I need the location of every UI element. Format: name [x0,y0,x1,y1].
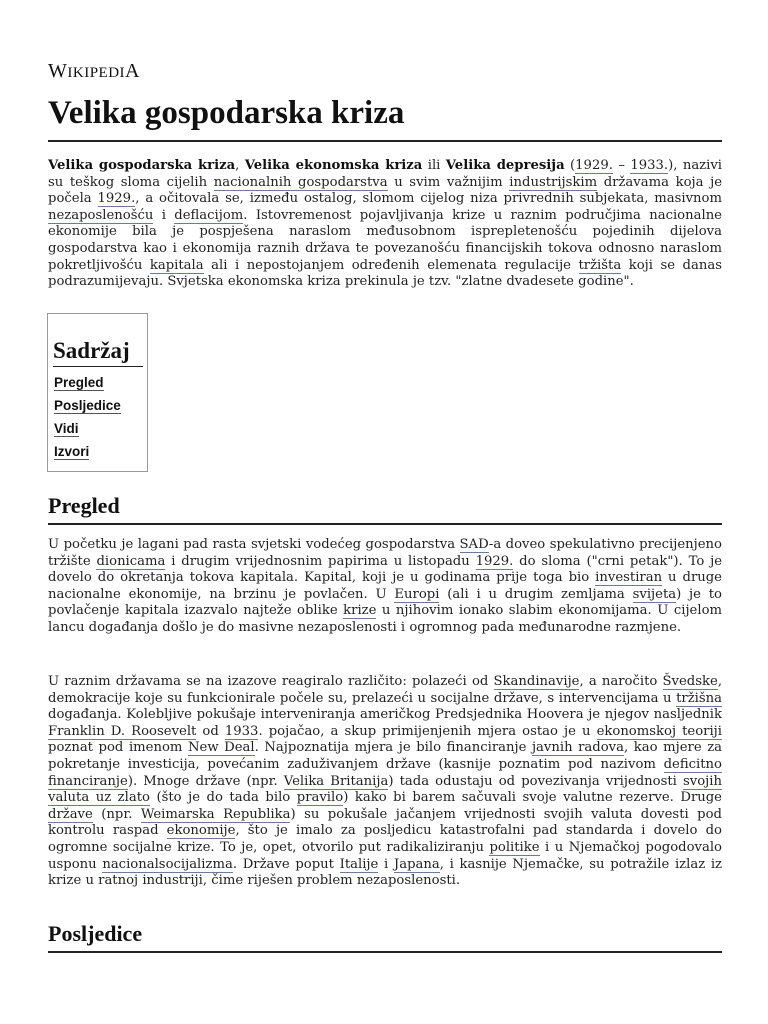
pregled-paragraph-1: U početku je lagani pad rasta svjetski vodećeg gospodarstva SAD-a doveo spekulativno precijenjeno tržište dionicama i drugim vrijednosnim papirima u listopadu 1929. do sloma ("crni petak"). To je dovelo do okretanja tokova kapitala. Kapital, koji je u godinama prije toga bio investiran u druge nacionalne ekonomije, na brzinu je povlačen. U Europi (ali i u drugim zemljama svijeta) je to povlačenje kapitala izazvalo najteže oblike krize u njihovim ionako slabim ekonomijama. U cijelom lancu događanja došlo je do masivne nezaposlenosti i ogromnog pada međunarodne razmjene. [48,537,723,635]
article-link[interactable]: dionicama [96,553,166,569]
wordmark-initial: W [48,60,68,82]
article-link[interactable]: pravilo [296,790,344,806]
bold-term: Velika gospodarska kriza [48,158,236,173]
article-link[interactable]: Velika Britanija [283,773,389,789]
article-link[interactable]: deflacijom [174,207,244,223]
article-link[interactable]: nezaposlenošću [48,207,154,223]
article-link[interactable]: javnih radova [531,740,624,756]
article-link[interactable]: politike [489,839,540,855]
intro-paragraph: Velika gospodarska kriza, Velika ekonomska kriza ili Velika depresija (1929. – 1933.), nazivi su teškog sloma cijelih nacionalnih gospodarstva u svim važnijim industrijskim državama koja je počela 1929., a očitovala se, između ostalog, slomom cijelog niza privrednih subjekata, masivnom nezaposlenošću i deflacijom. Istovremenost pojavljivanja krize u raznim područjima nacionalne ekonomije bila je pospješena naraslom međusobnom isprepletenošću pojedinih dijelova gospodarstva kao i ekonomija raznih država te povezanošću financijskih tokova odnosno naraslom pokretljivošću kapitala ali i nepostojanjem određenih elemenata regulacije tržišta koji se danas podrazumijevaju. Svjetska ekonomska kriza prekinula je tzv. "zlatne dvadesete godine". [48,158,723,290]
article-link[interactable]: tržišta [578,257,622,273]
article-link[interactable]: ekonomije [166,823,236,839]
page-title: Velika gospodarska kriza [48,92,722,142]
article-link[interactable]: tržišna [676,690,722,706]
article-link[interactable]: 1929. [475,553,514,569]
article-link[interactable]: krize [343,603,377,619]
article-link[interactable]: 1933. [630,158,669,173]
toc-item-posljedice[interactable]: Posljedice [54,398,121,413]
toc-item-pregled[interactable]: Pregled [54,375,104,390]
section-heading-posljedice: Posljedice [48,920,722,953]
toc-title: Sadržaj [53,338,143,367]
section-heading-pregled: Pregled [48,492,722,525]
article-link[interactable]: 1929. [575,158,613,173]
article-link[interactable]: SAD [459,537,489,552]
bold-term: Velika depresija [445,158,565,173]
article-link[interactable]: 1933 [224,723,259,739]
article-link[interactable]: svijeta [632,586,677,602]
article-link[interactable]: Skandinavije [493,674,580,689]
wordmark-rest: IKIPEDI [67,65,126,81]
article-link[interactable]: nacionalnih gospodarstva [213,174,388,190]
wordmark-final: A [125,60,140,82]
article-link[interactable]: investiran [595,570,663,586]
toc-item-vidi[interactable]: Vidi [54,421,79,436]
article-link[interactable]: deficitno financiranje [48,756,722,789]
table-of-contents [47,313,148,472]
article-link[interactable]: industrijskim [509,174,598,190]
article-link[interactable]: nacionalsocijalizma [102,856,233,872]
bold-term: Velika ekonomska kriza [244,158,423,173]
toc-item-izvori[interactable]: Izvori [54,444,90,459]
article-link[interactable]: Japana [393,856,440,872]
article-link[interactable]: 1929. [97,191,136,207]
article-link[interactable]: Europi [394,586,440,602]
pregled-paragraph-2: U raznim državama se na izazove reagiralo različito: polazeći od Skandinavije, a naročito Švedske, demokracije koje su funkcionirale počele su, prelazeći u socijalne države, s intervencijama u tržišna događanja. Kolebljive pokušaje interveniranja američkog Predsjednika Hoovera je njegov nasljednik Franklin D. Roosevelt od 1933. pojačao, a skup primijenjenih mjera ostao je u ekonomskoj teoriji poznat pod imenom New Deal. Najpoznatija mjera je bilo financiranje javnih radova, kao mjere za pokretanje investicija, povećanim zaduživanjem države (kasnije poznatim pod nazivom deficitno financiranje). Mnoge države (npr. Velika Britanija) tada odustaju od povezivanja vrijednosti svojih valuta uz zlato (što je do tada bilo pravilo) kako bi barem sačuvali svoje valutne rezerve. Druge države (npr. Weimarska Republika) su pokušale jačanjem vrijednosti svojih valuta dovesti pod kontrolu raspad ekonomije, što je imalo za posljedicu katastrofalni pad standarda i dovelo do ogromne socijalne krize. To je, opet, otvorilo put radikaliziranju politike i u Njemačkoj pogodovalo usponu nacionalsocijalizma. Države poput Italije i Japana, i kasnije Njemačke, su potražile izlaz iz krize u ratnoj industriji, čime riješen problem nezaposlenosti. [48,674,723,889]
article-link[interactable]: države [48,806,93,822]
article-link[interactable]: svojih valuta uz zlato [48,773,722,806]
article-link[interactable]: Švedske [662,674,718,689]
article-link[interactable]: Weimarska Republika [140,806,291,822]
wikipedia-wordmark[interactable] [48,60,140,83]
article-link[interactable]: kapitala [149,257,204,273]
article-link[interactable]: New Deal [187,740,255,756]
article-link[interactable]: ekonomskoj teoriji [596,723,722,739]
article-link[interactable]: Italije [339,856,379,872]
article-link[interactable]: Franklin D. Roosevelt [48,723,197,739]
